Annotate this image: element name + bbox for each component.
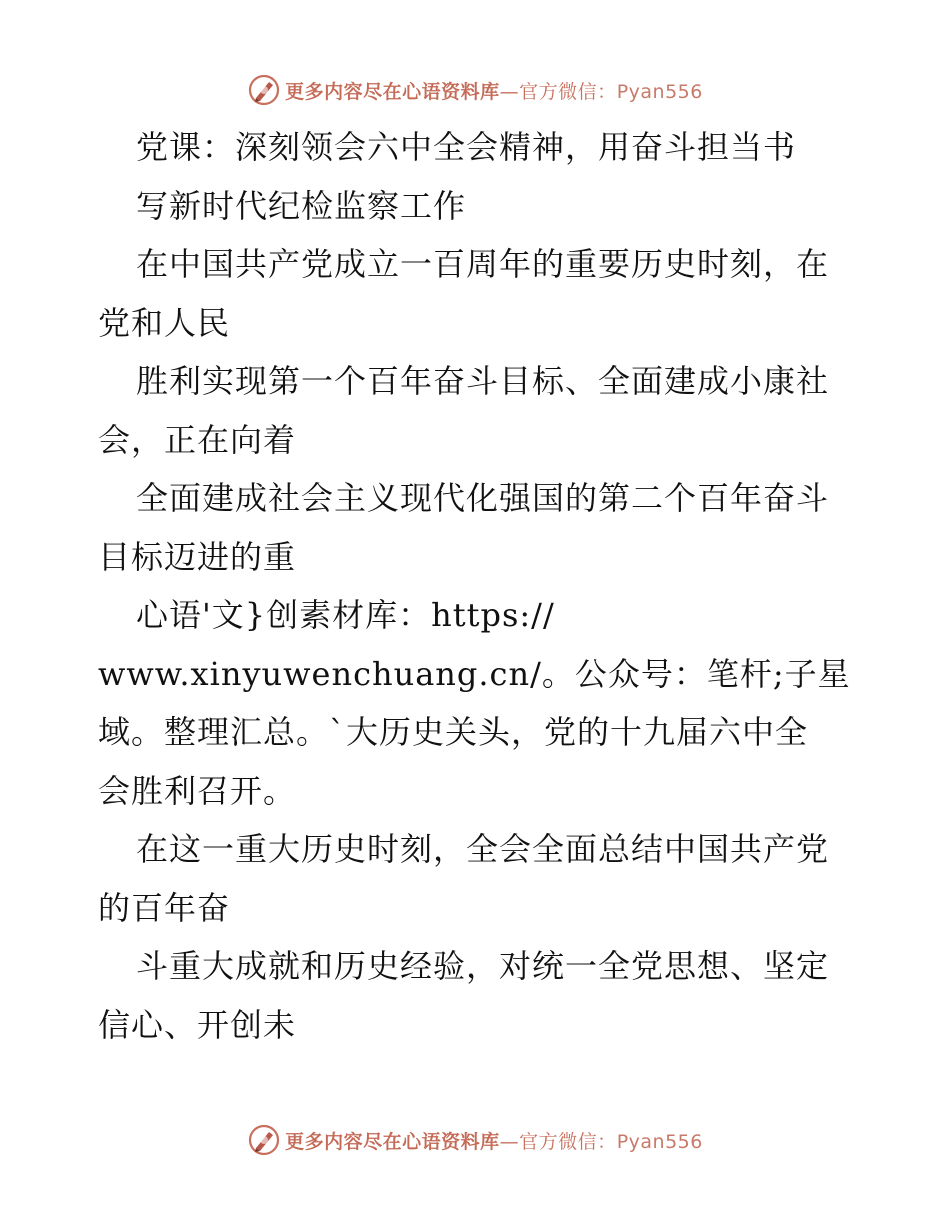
paragraph-line: 在中国共产党成立一百周年的重要历史时刻，在: [136, 245, 830, 283]
paragraph-line: www.xinyuwenchuang.cn/。公众号：笔杆;子星: [98, 654, 851, 693]
paragraph-line: 党和人民: [98, 303, 231, 342]
paragraph-line: 的百年奋: [98, 888, 231, 927]
header-banner-prefix: 更多内容尽在心语资料库: [285, 80, 500, 103]
footer-banner-suffix: 官方微信：: [519, 1130, 617, 1153]
paragraph-line: 域。整理汇总。`大历史关头，党的十九届六中全: [98, 713, 809, 751]
header-banner-suffix: 官方微信：: [519, 80, 617, 103]
paragraph-line: 全面建成社会主义现代化强国的第二个百年奋斗: [136, 479, 830, 517]
footer-banner-dash: —: [499, 1130, 520, 1153]
paragraph-line: 目标迈进的重: [98, 537, 297, 576]
title-line-2: 写新时代纪检监察工作: [136, 186, 467, 225]
header-banner-text: [285, 77, 703, 104]
pen-circle-logo-icon: [247, 1123, 281, 1157]
paragraph-line: 信心、开创未: [98, 1005, 297, 1044]
footer-banner-prefix: 更多内容尽在心语资料库: [285, 1130, 500, 1153]
pen-circle-logo-icon: [247, 73, 281, 107]
paragraph-line: 会胜利召开。: [98, 771, 297, 810]
footer-banner-text: [285, 1127, 703, 1154]
footer-banner-handle: Pyan556: [616, 1130, 703, 1153]
document-body: [98, 118, 858, 1054]
paragraph-line: 斗重大成就和历史经验，对统一全党思想、坚定: [136, 947, 830, 985]
paragraph-line: 胜利实现第一个百年奋斗目标、全面建成小康社: [136, 362, 830, 400]
footer-banner: [0, 1118, 950, 1162]
header-banner-dash: —: [499, 80, 520, 103]
title-line-1: 党课：深刻领会六中全会精神，用奋斗担当书: [136, 128, 797, 166]
paragraph-line: 会，正在向着: [98, 420, 297, 459]
header-banner: [0, 68, 950, 112]
header-banner-handle: Pyan556: [616, 80, 703, 103]
paragraph-line: 在这一重大历史时刻，全会全面总结中国共产党: [136, 830, 830, 868]
paragraph-line: 心语'文}创素材库：https://: [136, 596, 555, 634]
